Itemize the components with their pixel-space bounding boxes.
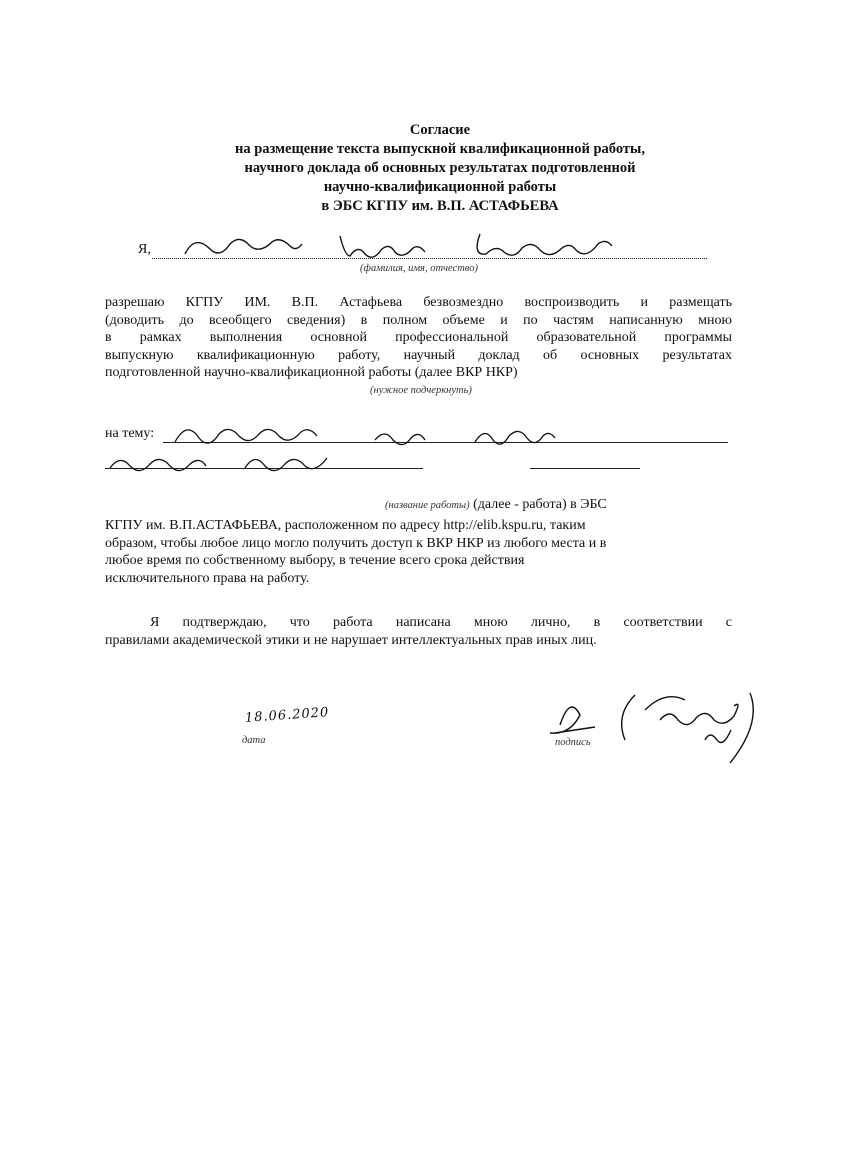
paragraph-line: КГПУ им. В.П.АСТАФЬЕВА, расположенном по адресу http://elib.kspu.ru, таким — [105, 518, 586, 533]
signature — [540, 685, 770, 765]
paragraph-line: в рамках выполнения основной профессиональной образовательной программы — [105, 330, 732, 345]
handwritten-topic-start — [108, 452, 208, 472]
title-line: научно-квалификационной работы — [323, 179, 557, 195]
paragraph-line: разрешаю КГПУ ИМ. В.П. Астафьева безвозмездно воспроизводить и размещать — [105, 295, 732, 310]
paragraph-line: (доводить до всеобщего сведения) в полном объеме и по частям написанную мною — [105, 312, 732, 328]
work-caption-row — [385, 497, 607, 513]
date-caption: дата — [242, 735, 266, 746]
title-line: научного доклада об основных результатах подготовленной — [244, 160, 636, 176]
topic-label: на тему: — [105, 426, 155, 441]
work-caption: (название работы) — [385, 500, 470, 511]
paragraph-line: любое время по собственному выбору, в течение всего срока действия — [105, 553, 525, 568]
paragraph-line: Я подтверждаю, что работа написана мною лично, в соответствии с — [150, 615, 732, 630]
paragraph-line: правилами академической этики и не нарушает интеллектуальных прав иных лиц. — [105, 632, 597, 648]
ya-label: Я, — [138, 242, 151, 257]
title-line: на размещение текста выпускной квалификационной работы, — [235, 141, 645, 157]
title-line: Согласие — [409, 122, 471, 138]
signature-caption: подпись — [555, 737, 591, 748]
name-caption: (фамилия, имя, отчество) — [360, 263, 478, 274]
consent-paragraph — [105, 294, 732, 382]
handwritten-date: 18.06.2020 — [244, 705, 330, 726]
publication-paragraph — [105, 517, 606, 587]
confirmation-paragraph — [105, 614, 732, 649]
title-line: в ЭБС КГПУ им. В.П. АСТАФЬЕВА — [321, 198, 559, 214]
handwritten-topic — [165, 418, 635, 484]
underline-caption: (нужное подчеркнуть) — [370, 385, 472, 396]
paragraph-line: образом, чтобы любое лицо могло получить доступ к ВКР НКР из любого места и в — [105, 535, 607, 551]
document-title — [0, 121, 850, 216]
paragraph-line: подготовленной научно-квалификационной работы (далее ВКР НКР) — [105, 365, 518, 380]
handwritten-name — [180, 226, 700, 260]
paragraph-line: (далее - работа) в ЭБС — [473, 497, 607, 512]
paragraph-line: исключительного права на работу. — [105, 570, 310, 586]
paragraph-line: выпускную квалификационную работу, научный доклад об основных результатах — [105, 347, 732, 363]
